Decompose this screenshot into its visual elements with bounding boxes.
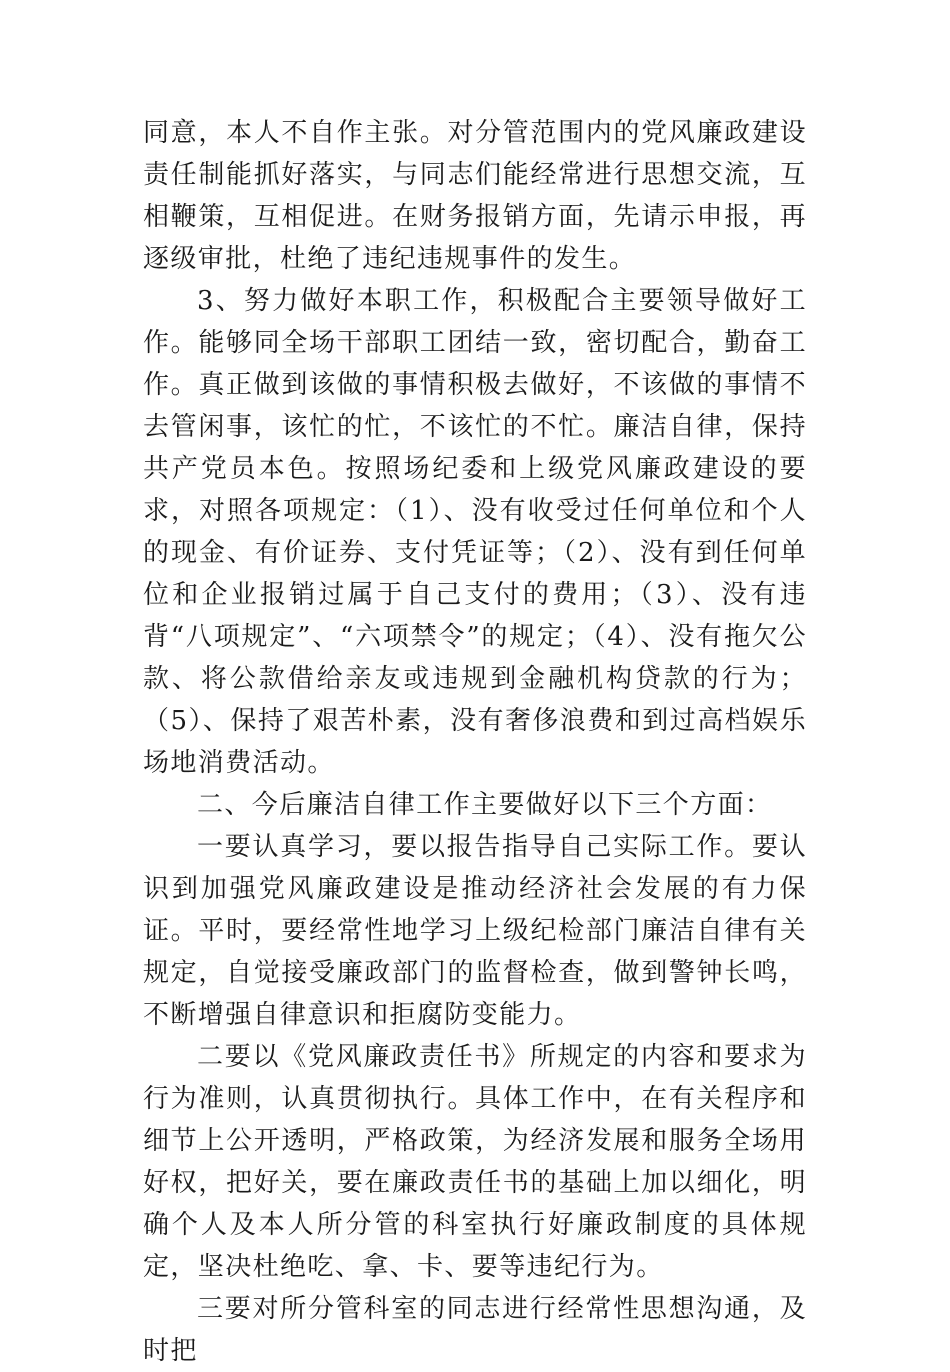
paragraph-item-3: 3、努力做好本职工作，积极配合主要领导做好工作。能够同全场干部职工团结一致，密切配合，勤奋工作。真正做到该做的事情积极去做好，不该做的事情不去管闲事，该忙的忙，不该忙的不忙。廉洁自律，保持共产党员本色。按照场纪委和上级党风廉政建设的要求，对照各项规定：（1）、没有收受过任何单位和个人的现金、有价证券、支付凭证等；（2）、没有到任何单位和企业报销过属于自己支付的费用；（3）、没有违背“八项规定”、“六项禁令”的规定；（4）、没有拖欠公款、将公款借给亲友或违规到金融机构贷款的行为；（5）、保持了艰苦朴素，没有奢侈浪费和到过高档娱乐场地消费活动。 xyxy=(143,286,807,778)
paragraph-continuation: 同意，本人不自作主张。对分管范围内的党风廉政建设责任制能抓好落实，与同志们能经常进行思想交流，互相鞭策，互相促进。在财务报销方面，先请示申报，再逐级审批，杜绝了违纪违规事件的发生。 xyxy=(143,118,807,274)
document-body xyxy=(143,112,807,1372)
paragraph-point-1: 一要认真学习，要以报告指导自己实际工作。要认识到加强党风廉政建设是推动经济社会发展的有力保证。平时，要经常性地学习上级纪检部门廉洁自律有关规定，自觉接受廉政部门的监督检查，做到警钟长鸣，不断增强自律意识和拒腐防变能力。 xyxy=(143,832,807,1030)
paragraph-point-2: 二要以《党风廉政责任书》所规定的内容和要求为行为准则，认真贯彻执行。具体工作中，在有关程序和细节上公开透明，严格政策，为经济发展和服务全场用好权，把好关，要在廉政责任书的基础上加以细化，明确个人及本人所分管的科室执行好廉政制度的具体规定，坚决杜绝吃、拿、卡、要等违纪行为。 xyxy=(143,1042,807,1282)
paragraph-point-3: 三要对所分管科室的同志进行经常性思想沟通，及时把 xyxy=(143,1294,807,1366)
section-heading-2: 二、今后廉洁自律工作主要做好以下三个方面： xyxy=(197,790,773,820)
